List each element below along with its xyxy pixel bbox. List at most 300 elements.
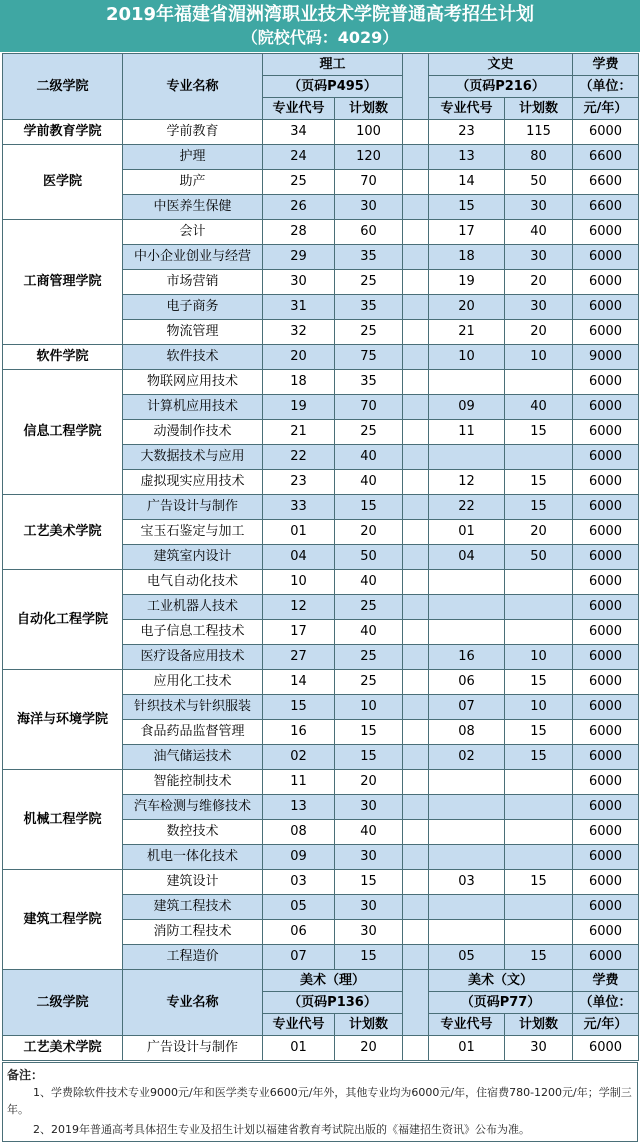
science-code-cell: 30 <box>263 270 335 295</box>
arts-code-cell: 20 <box>429 295 505 320</box>
gap-cell <box>403 845 429 870</box>
science-code-cell: 09 <box>263 845 335 870</box>
gap-cell <box>403 54 429 120</box>
science-plan-cell: 30 <box>335 920 403 945</box>
arts-plan-cell <box>505 845 573 870</box>
fee-cell: 6000 <box>573 695 639 720</box>
major-cell: 电气自动化技术 <box>123 570 263 595</box>
arts-code-cell: 04 <box>429 545 505 570</box>
arts-code-cell: 06 <box>429 670 505 695</box>
table-row <box>3 220 639 245</box>
major-cell: 物联网应用技术 <box>123 370 263 395</box>
major-cell: 中医养生保健 <box>123 195 263 220</box>
gap-cell <box>403 945 429 970</box>
science-code-cell: 10 <box>263 570 335 595</box>
fee-cell: 6000 <box>573 245 639 270</box>
gap-cell <box>403 670 429 695</box>
arts-plan-cell: 40 <box>505 220 573 245</box>
major-cell: 数控技术 <box>123 820 263 845</box>
major-cell: 护理 <box>123 145 263 170</box>
science-code-cell: 33 <box>263 495 335 520</box>
science-plan-cell: 35 <box>335 370 403 395</box>
arts-code-cell: 13 <box>429 145 505 170</box>
science-code-cell: 04 <box>263 545 335 570</box>
arts-plan-cell: 10 <box>505 645 573 670</box>
science-code-cell: 20 <box>263 345 335 370</box>
arts-code-cell <box>429 370 505 395</box>
science-plan-cell: 30 <box>335 845 403 870</box>
science-plan-cell: 40 <box>335 445 403 470</box>
gap-cell <box>403 295 429 320</box>
science-plan-cell: 40 <box>335 820 403 845</box>
arts-code-cell <box>429 845 505 870</box>
science-plan-cell: 40 <box>335 620 403 645</box>
arts-plan-cell: 10 <box>505 345 573 370</box>
arts-code-cell: 03 <box>429 870 505 895</box>
fee-cell: 6000 <box>573 670 639 695</box>
science-plan-cell: 25 <box>335 670 403 695</box>
major-cell: 建筑工程技术 <box>123 895 263 920</box>
arts-code-cell: 18 <box>429 245 505 270</box>
fee-cell: 6000 <box>573 895 639 920</box>
group1-page: （页码P136） <box>263 992 403 1014</box>
major-cell: 工程造价 <box>123 945 263 970</box>
fee-cell: 6000 <box>573 120 639 145</box>
fee-cell: 6000 <box>573 370 639 395</box>
arts-code-cell: 01 <box>429 520 505 545</box>
major-cell: 会计 <box>123 220 263 245</box>
fee-cell: 6000 <box>573 520 639 545</box>
fee-header: 学费 <box>573 54 639 76</box>
gap-cell <box>403 345 429 370</box>
arts-code-cell: 19 <box>429 270 505 295</box>
science-code-cell: 18 <box>263 370 335 395</box>
gap-cell <box>403 245 429 270</box>
science-plan-cell: 25 <box>335 420 403 445</box>
fee-unit-2: 元/年） <box>573 98 639 120</box>
table-row <box>3 120 639 145</box>
science-code-cell: 13 <box>263 795 335 820</box>
science-plan-cell: 30 <box>335 195 403 220</box>
major-cell: 针织技术与针织服装 <box>123 695 263 720</box>
gap-cell <box>403 770 429 795</box>
table-row <box>3 570 639 595</box>
arts-plan-cell <box>505 920 573 945</box>
major-cell: 虚拟现实应用技术 <box>123 470 263 495</box>
arts-plan-cell: 30 <box>505 195 573 220</box>
group2-plan-header: 计划数 <box>505 1014 573 1036</box>
arts-code-cell <box>429 920 505 945</box>
fee-cell: 6000 <box>573 1036 639 1061</box>
art-science-code-cell: 01 <box>263 1036 335 1061</box>
arts-plan-cell <box>505 820 573 845</box>
arts-plan-cell: 115 <box>505 120 573 145</box>
science-code-cell: 19 <box>263 395 335 420</box>
fee-cell: 6600 <box>573 195 639 220</box>
science-plan-cell: 15 <box>335 945 403 970</box>
arts-code-cell <box>429 770 505 795</box>
gap-cell <box>403 820 429 845</box>
notes-section <box>2 1062 638 1142</box>
college-cell: 工艺美术学院 <box>3 1036 123 1061</box>
fee-cell: 6000 <box>573 920 639 945</box>
group2-page: （页码P216） <box>429 76 573 98</box>
science-plan-cell: 15 <box>335 495 403 520</box>
major-cell: 机电一体化技术 <box>123 845 263 870</box>
gap-cell <box>403 395 429 420</box>
college-cell: 自动化工程学院 <box>3 570 123 670</box>
major-cell: 大数据技术与应用 <box>123 445 263 470</box>
science-plan-cell: 20 <box>335 770 403 795</box>
arts-code-cell: 14 <box>429 170 505 195</box>
group1-header: 理工 <box>263 54 403 76</box>
science-code-cell: 06 <box>263 920 335 945</box>
major-cell: 建筑设计 <box>123 870 263 895</box>
gap-cell <box>403 920 429 945</box>
arts-code-cell: 07 <box>429 695 505 720</box>
fee-cell: 6000 <box>573 395 639 420</box>
fee-cell: 6000 <box>573 845 639 870</box>
note-1: 1、学费除软件技术专业9000元/年和医学类专业6600元/年外，其他专业均为6000元/年，住宿费780-1200元/年；学制三年。 <box>7 1086 632 1116</box>
science-code-cell: 16 <box>263 720 335 745</box>
science-code-cell: 08 <box>263 820 335 845</box>
gap-cell <box>403 120 429 145</box>
major-cell: 油气储运技术 <box>123 745 263 770</box>
fee-unit-1: （单位： <box>573 76 639 98</box>
arts-code-cell <box>429 595 505 620</box>
fee-cell: 6000 <box>573 945 639 970</box>
arts-plan-cell <box>505 795 573 820</box>
arts-plan-cell: 15 <box>505 870 573 895</box>
major-cell: 汽车检测与维修技术 <box>123 795 263 820</box>
gap-cell <box>403 195 429 220</box>
science-plan-cell: 75 <box>335 345 403 370</box>
fee-cell: 6000 <box>573 570 639 595</box>
arts-plan-cell: 10 <box>505 695 573 720</box>
group2-page: （页码P77） <box>429 992 573 1014</box>
college-cell: 工商管理学院 <box>3 220 123 345</box>
science-code-cell: 01 <box>263 520 335 545</box>
group2-plan-header: 计划数 <box>505 98 573 120</box>
major-cell: 物流管理 <box>123 320 263 345</box>
science-code-cell: 12 <box>263 595 335 620</box>
major-cell: 智能控制技术 <box>123 770 263 795</box>
gap-cell <box>403 895 429 920</box>
major-cell: 食品药品监督管理 <box>123 720 263 745</box>
science-plan-cell: 20 <box>335 520 403 545</box>
fee-cell: 6000 <box>573 320 639 345</box>
arts-plan-cell <box>505 895 573 920</box>
major-cell: 应用化工技术 <box>123 670 263 695</box>
science-plan-cell: 25 <box>335 270 403 295</box>
arts-code-cell <box>429 620 505 645</box>
gap-cell <box>403 595 429 620</box>
college-cell: 机械工程学院 <box>3 770 123 870</box>
group2-code-header: 专业代号 <box>429 1014 505 1036</box>
science-code-cell: 17 <box>263 620 335 645</box>
arts-plan-cell <box>505 595 573 620</box>
major-cell: 建筑室内设计 <box>123 545 263 570</box>
fee-cell: 6000 <box>573 645 639 670</box>
fee-cell: 6000 <box>573 270 639 295</box>
arts-plan-cell <box>505 770 573 795</box>
table-row <box>3 345 639 370</box>
major-cell: 消防工程技术 <box>123 920 263 945</box>
gap-cell <box>403 1036 429 1061</box>
arts-plan-cell: 80 <box>505 145 573 170</box>
science-code-cell: 23 <box>263 470 335 495</box>
gap-cell <box>403 720 429 745</box>
science-code-cell: 32 <box>263 320 335 345</box>
science-code-cell: 05 <box>263 895 335 920</box>
science-plan-cell: 60 <box>335 220 403 245</box>
table-row <box>3 770 639 795</box>
arts-code-cell: 22 <box>429 495 505 520</box>
arts-code-cell: 08 <box>429 720 505 745</box>
gap-cell <box>403 645 429 670</box>
group1-code-header: 专业代号 <box>263 98 335 120</box>
science-code-cell: 11 <box>263 770 335 795</box>
main-header-row-1 <box>3 54 639 76</box>
arts-code-cell <box>429 570 505 595</box>
science-code-cell: 34 <box>263 120 335 145</box>
fee-cell: 6000 <box>573 795 639 820</box>
major-cell: 动漫制作技术 <box>123 420 263 445</box>
arts-code-cell: 15 <box>429 195 505 220</box>
table-row <box>3 870 639 895</box>
fee-cell: 6000 <box>573 295 639 320</box>
science-code-cell: 26 <box>263 195 335 220</box>
science-plan-cell: 100 <box>335 120 403 145</box>
science-code-cell: 25 <box>263 170 335 195</box>
arts-plan-cell: 15 <box>505 670 573 695</box>
arts-plan-cell: 15 <box>505 470 573 495</box>
science-code-cell: 22 <box>263 445 335 470</box>
fee-cell: 6000 <box>573 720 639 745</box>
science-code-cell: 07 <box>263 945 335 970</box>
arts-code-cell: 21 <box>429 320 505 345</box>
science-code-cell: 28 <box>263 220 335 245</box>
arts-code-cell: 12 <box>429 470 505 495</box>
arts-plan-cell: 50 <box>505 170 573 195</box>
gap-cell <box>403 370 429 395</box>
college-header: 二级学院 <box>3 970 123 1036</box>
science-code-cell: 27 <box>263 645 335 670</box>
college-cell: 信息工程学院 <box>3 370 123 495</box>
group1-header: 美术（理） <box>263 970 403 992</box>
gap-cell <box>403 570 429 595</box>
arts-code-cell: 10 <box>429 345 505 370</box>
title-banner <box>0 0 640 52</box>
arts-code-cell: 09 <box>429 395 505 420</box>
major-header: 专业名称 <box>123 54 263 120</box>
science-code-cell: 24 <box>263 145 335 170</box>
arts-plan-cell: 20 <box>505 270 573 295</box>
major-header: 专业名称 <box>123 970 263 1036</box>
college-cell: 建筑工程学院 <box>3 870 123 970</box>
gap-cell <box>403 220 429 245</box>
arts-plan-cell: 50 <box>505 545 573 570</box>
art-science-plan-cell: 20 <box>335 1036 403 1061</box>
gap-cell <box>403 495 429 520</box>
art-arts-code-cell: 01 <box>429 1036 505 1061</box>
science-plan-cell: 30 <box>335 895 403 920</box>
science-code-cell: 02 <box>263 745 335 770</box>
major-cell: 计算机应用技术 <box>123 395 263 420</box>
arts-code-cell: 16 <box>429 645 505 670</box>
college-cell: 学前教育学院 <box>3 120 123 145</box>
major-cell: 助产 <box>123 170 263 195</box>
gap-cell <box>403 445 429 470</box>
fee-cell: 6000 <box>573 820 639 845</box>
group2-header: 文史 <box>429 54 573 76</box>
major-cell: 学前教育 <box>123 120 263 145</box>
science-plan-cell: 70 <box>335 170 403 195</box>
major-cell: 电子信息工程技术 <box>123 620 263 645</box>
table-row <box>3 495 639 520</box>
major-cell: 宝玉石鉴定与加工 <box>123 520 263 545</box>
fee-cell: 6000 <box>573 870 639 895</box>
table-row <box>3 670 639 695</box>
group2-code-header: 专业代号 <box>429 98 505 120</box>
major-cell: 软件技术 <box>123 345 263 370</box>
gap-cell <box>403 970 429 1036</box>
arts-plan-cell: 15 <box>505 420 573 445</box>
science-code-cell: 15 <box>263 695 335 720</box>
arts-code-cell <box>429 895 505 920</box>
arts-code-cell: 05 <box>429 945 505 970</box>
arts-code-cell: 02 <box>429 745 505 770</box>
arts-code-cell: 17 <box>429 220 505 245</box>
gap-cell <box>403 145 429 170</box>
science-plan-cell: 120 <box>335 145 403 170</box>
science-plan-cell: 15 <box>335 720 403 745</box>
table-row <box>3 145 639 170</box>
science-plan-cell: 30 <box>335 795 403 820</box>
fee-cell: 6000 <box>573 495 639 520</box>
science-code-cell: 03 <box>263 870 335 895</box>
table-row <box>3 1036 639 1061</box>
institution-code: （院校代码：4029） <box>241 28 399 47</box>
table-body <box>3 54 639 1061</box>
science-code-cell: 31 <box>263 295 335 320</box>
fee-cell: 6000 <box>573 595 639 620</box>
gap-cell <box>403 620 429 645</box>
science-code-cell: 14 <box>263 670 335 695</box>
fee-cell: 6000 <box>573 545 639 570</box>
fee-header: 学费 <box>573 970 639 992</box>
arts-plan-cell: 30 <box>505 245 573 270</box>
science-plan-cell: 15 <box>335 870 403 895</box>
gap-cell <box>403 420 429 445</box>
fee-cell: 6000 <box>573 620 639 645</box>
arts-plan-cell: 20 <box>505 520 573 545</box>
major-cell: 广告设计与制作 <box>123 495 263 520</box>
major-cell: 工业机器人技术 <box>123 595 263 620</box>
science-code-cell: 29 <box>263 245 335 270</box>
major-cell: 广告设计与制作 <box>123 1036 263 1061</box>
gap-cell <box>403 320 429 345</box>
gap-cell <box>403 695 429 720</box>
page-title: 2019年福建省湄洲湾职业技术学院普通高考招生计划 <box>105 4 535 25</box>
science-plan-cell: 15 <box>335 745 403 770</box>
major-cell: 医疗设备应用技术 <box>123 645 263 670</box>
arts-plan-cell: 15 <box>505 720 573 745</box>
group2-header: 美术（文） <box>429 970 573 992</box>
arts-plan-cell <box>505 370 573 395</box>
college-cell: 软件学院 <box>3 345 123 370</box>
group1-code-header: 专业代号 <box>263 1014 335 1036</box>
fee-cell: 9000 <box>573 345 639 370</box>
gap-cell <box>403 870 429 895</box>
fee-cell: 6000 <box>573 220 639 245</box>
science-plan-cell: 35 <box>335 245 403 270</box>
note-2: 2、2019年普通高考具体招生专业及招生计划以福建省教育考试院出版的《福建招生资讯》公布为准。 <box>33 1123 530 1136</box>
fee-cell: 6000 <box>573 770 639 795</box>
fee-cell: 6000 <box>573 420 639 445</box>
arts-plan-cell <box>505 570 573 595</box>
college-cell: 医学院 <box>3 145 123 220</box>
table-row <box>3 370 639 395</box>
major-cell: 中小企业创业与经营 <box>123 245 263 270</box>
fee-cell: 6000 <box>573 445 639 470</box>
major-cell: 市场营销 <box>123 270 263 295</box>
arts-plan-cell: 15 <box>505 495 573 520</box>
fee-cell: 6000 <box>573 745 639 770</box>
college-cell: 工艺美术学院 <box>3 495 123 570</box>
science-plan-cell: 70 <box>335 395 403 420</box>
art-arts-plan-cell: 30 <box>505 1036 573 1061</box>
arts-code-cell <box>429 445 505 470</box>
arts-plan-cell <box>505 445 573 470</box>
enrollment-plan-table <box>2 53 639 1061</box>
science-plan-cell: 35 <box>335 295 403 320</box>
gap-cell <box>403 745 429 770</box>
science-plan-cell: 10 <box>335 695 403 720</box>
arts-code-cell: 23 <box>429 120 505 145</box>
arts-plan-cell: 30 <box>505 295 573 320</box>
science-plan-cell: 25 <box>335 595 403 620</box>
science-plan-cell: 25 <box>335 645 403 670</box>
gap-cell <box>403 470 429 495</box>
science-plan-cell: 40 <box>335 570 403 595</box>
major-cell: 电子商务 <box>123 295 263 320</box>
gap-cell <box>403 270 429 295</box>
college-cell: 海洋与环境学院 <box>3 670 123 770</box>
arts-code-cell: 11 <box>429 420 505 445</box>
arts-plan-cell: 15 <box>505 945 573 970</box>
arts-plan-cell <box>505 620 573 645</box>
gap-cell <box>403 170 429 195</box>
art-header-row-1 <box>3 970 639 992</box>
group1-plan-header: 计划数 <box>335 1014 403 1036</box>
group1-plan-header: 计划数 <box>335 98 403 120</box>
fee-unit-1: （单位： <box>573 992 639 1014</box>
college-header: 二级学院 <box>3 54 123 120</box>
fee-unit-2: 元/年） <box>573 1014 639 1036</box>
group1-page: （页码P495） <box>263 76 403 98</box>
fee-cell: 6600 <box>573 145 639 170</box>
arts-plan-cell: 20 <box>505 320 573 345</box>
arts-plan-cell: 15 <box>505 745 573 770</box>
arts-code-cell <box>429 795 505 820</box>
science-plan-cell: 50 <box>335 545 403 570</box>
notes-title: 备注： <box>7 1068 44 1082</box>
gap-cell <box>403 520 429 545</box>
science-plan-cell: 25 <box>335 320 403 345</box>
fee-cell: 6000 <box>573 470 639 495</box>
science-plan-cell: 40 <box>335 470 403 495</box>
